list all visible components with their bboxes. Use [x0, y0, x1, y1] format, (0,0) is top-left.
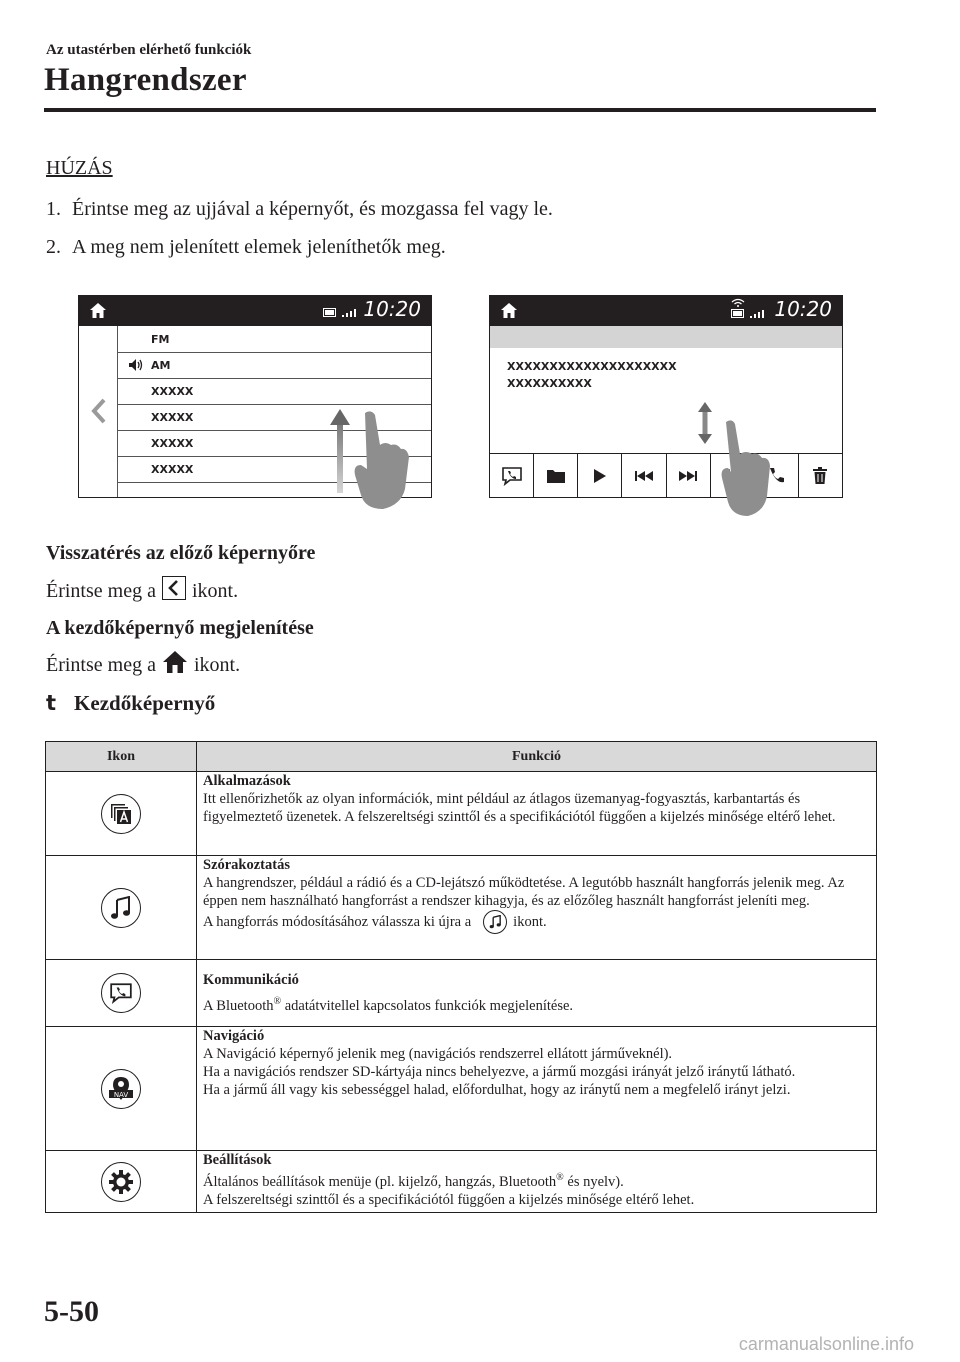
home-icon [162, 649, 188, 681]
next-track-button[interactable] [667, 454, 711, 497]
list-item[interactable]: XXXXX [118, 404, 431, 431]
battery-icon [323, 308, 337, 317]
table-row [46, 772, 877, 856]
folder-button[interactable] [534, 454, 578, 497]
back-text: Érintse meg a ikont. [46, 578, 238, 604]
function-description: A Bluetooth® adatátvitellel kapcsolatos funkciók megjelenítése. [203, 995, 574, 1014]
clock: 10:20 [774, 297, 832, 321]
page-title: Hangrendszer [44, 62, 247, 98]
home-icon[interactable] [89, 302, 107, 320]
home-screen-heading [46, 691, 215, 716]
home-heading: A kezdőképernyő megjelenítése [46, 617, 314, 639]
function-description: Itt ellenőrizhetők az olyan információk, mint például az átlagos üzemanyag-fogyasztás, karbantartás és figyelmeztető üzenetek. A felszereltségi szinttől és a specifikációtól függően a kijelzés minősége eltérő lehet. [203, 791, 836, 825]
table-row [46, 1151, 877, 1213]
home-icon[interactable] [500, 302, 518, 320]
list-item[interactable]: AM [118, 352, 431, 379]
function-note: A hangforrás módosításához válassza ki újra a ikont. [203, 910, 872, 934]
touch-gesture-icon [712, 418, 782, 518]
back-heading: Visszatérés az előző képernyőre [46, 542, 316, 564]
phone-chat-icon [101, 973, 141, 1013]
navigation-icon [101, 1069, 141, 1109]
function-table [45, 741, 877, 1213]
function-title: Navigáció [203, 1028, 265, 1044]
section-title: Kezdőképernyő [74, 691, 216, 715]
folder-icon [546, 468, 566, 484]
table-row [46, 1027, 877, 1151]
swipe-up-gesture-icon [325, 405, 415, 515]
function-title: Alkalmazások [203, 773, 291, 789]
signal-icon [750, 309, 766, 318]
function-description: A felszereltségi szinttől és a specifikációtól függően a kijelzés minősége eltérő lehet. [203, 1191, 695, 1208]
function-description: Általános beállítások menüje (pl. kijelző, hangzás, Bluetooth® és nyelv). [203, 1172, 624, 1190]
function-description: Ha a jármű áll vagy kis sebességgel halad, előfordulhat, hogy az iránytű nem a megfelelő irányt jelzi. [203, 1082, 791, 1098]
screen-status-bar [79, 296, 431, 326]
col-icon-header: Ikon [46, 742, 197, 772]
home-text: Érintse meg a ikont. [46, 650, 240, 680]
trash-icon [812, 467, 828, 485]
message-line: XXXXXXXXXXXXXXXXXXXX [507, 360, 677, 373]
back-chevron-icon [162, 576, 186, 606]
message-screen [489, 295, 843, 498]
step-text: Érintse meg az ujjával a képernyőt, és mozgassa fel vagy le. [72, 198, 553, 220]
delete-button[interactable] [799, 454, 842, 497]
table-row [46, 856, 877, 960]
function-title: Beállítások [203, 1152, 272, 1168]
play-icon [593, 468, 607, 484]
previous-track-icon [634, 470, 654, 482]
table-header-row [46, 742, 877, 772]
signal-icon [342, 308, 358, 317]
page-number: 5-50 [44, 1295, 99, 1328]
message-line: XXXXXXXXXX [507, 377, 592, 390]
step-number: 2. [46, 236, 61, 258]
section-bullet: t [46, 691, 57, 715]
next-track-icon [678, 470, 698, 482]
gear-icon [101, 1162, 141, 1202]
table-row [46, 960, 877, 1027]
watermark: carmanualsonline.info [738, 1334, 914, 1354]
nav-label: NAV [113, 1090, 129, 1099]
function-description: A Navigáció képernyő jelenik meg (navigációs rendszerrel ellátott járműveknél). [203, 1046, 673, 1062]
step-number: 1. [46, 198, 61, 220]
speaker-icon [129, 359, 143, 371]
applications-icon [101, 794, 141, 834]
message-header-bar [490, 326, 842, 348]
step-text: A meg nem jelenített elemek jeleníthetők meg. [72, 236, 446, 258]
step-1 [46, 198, 553, 221]
list-item[interactable]: XXXXX [118, 430, 431, 457]
col-function-header: Funkció [197, 742, 877, 772]
list-item[interactable]: FM [118, 326, 431, 353]
communication-button[interactable] [490, 454, 534, 497]
music-note-icon [483, 910, 507, 934]
music-note-icon [101, 888, 141, 928]
play-button[interactable] [578, 454, 622, 497]
screen-status-bar [490, 296, 842, 326]
clock: 10:20 [363, 297, 421, 321]
list-item[interactable]: XXXXX [118, 378, 431, 405]
function-description: Ha a navigációs rendszer SD-kártyája nincs behelyezve, a jármű mozgási irányát jelző iránytű látható. [203, 1064, 796, 1080]
chevron-left-icon[interactable] [91, 398, 107, 424]
step-2 [46, 236, 446, 259]
drag-heading: HÚZÁS [46, 157, 113, 179]
message-text [507, 358, 677, 392]
section-label: Az utastérben elérhető funkciók [46, 42, 252, 58]
previous-track-button[interactable] [622, 454, 666, 497]
wifi-icon [730, 298, 746, 307]
action-bar [490, 453, 842, 497]
function-title: Kommunikáció [203, 971, 299, 988]
function-description: A hangrendszer, például a rádió és a CD-lejátszó működtetése. A legutóbb használt hangforrás jelenik meg. Az éppen nem használható hangforrást a rendszer kihagyja, és az előzőleg használt hangforrást jeleníti meg. [203, 875, 845, 909]
phone-chat-icon [501, 466, 523, 486]
list-item[interactable]: XXXXX [118, 456, 431, 483]
title-rule [44, 108, 876, 112]
function-title: Szórakoztatás [203, 857, 290, 873]
battery-icon [731, 309, 745, 318]
